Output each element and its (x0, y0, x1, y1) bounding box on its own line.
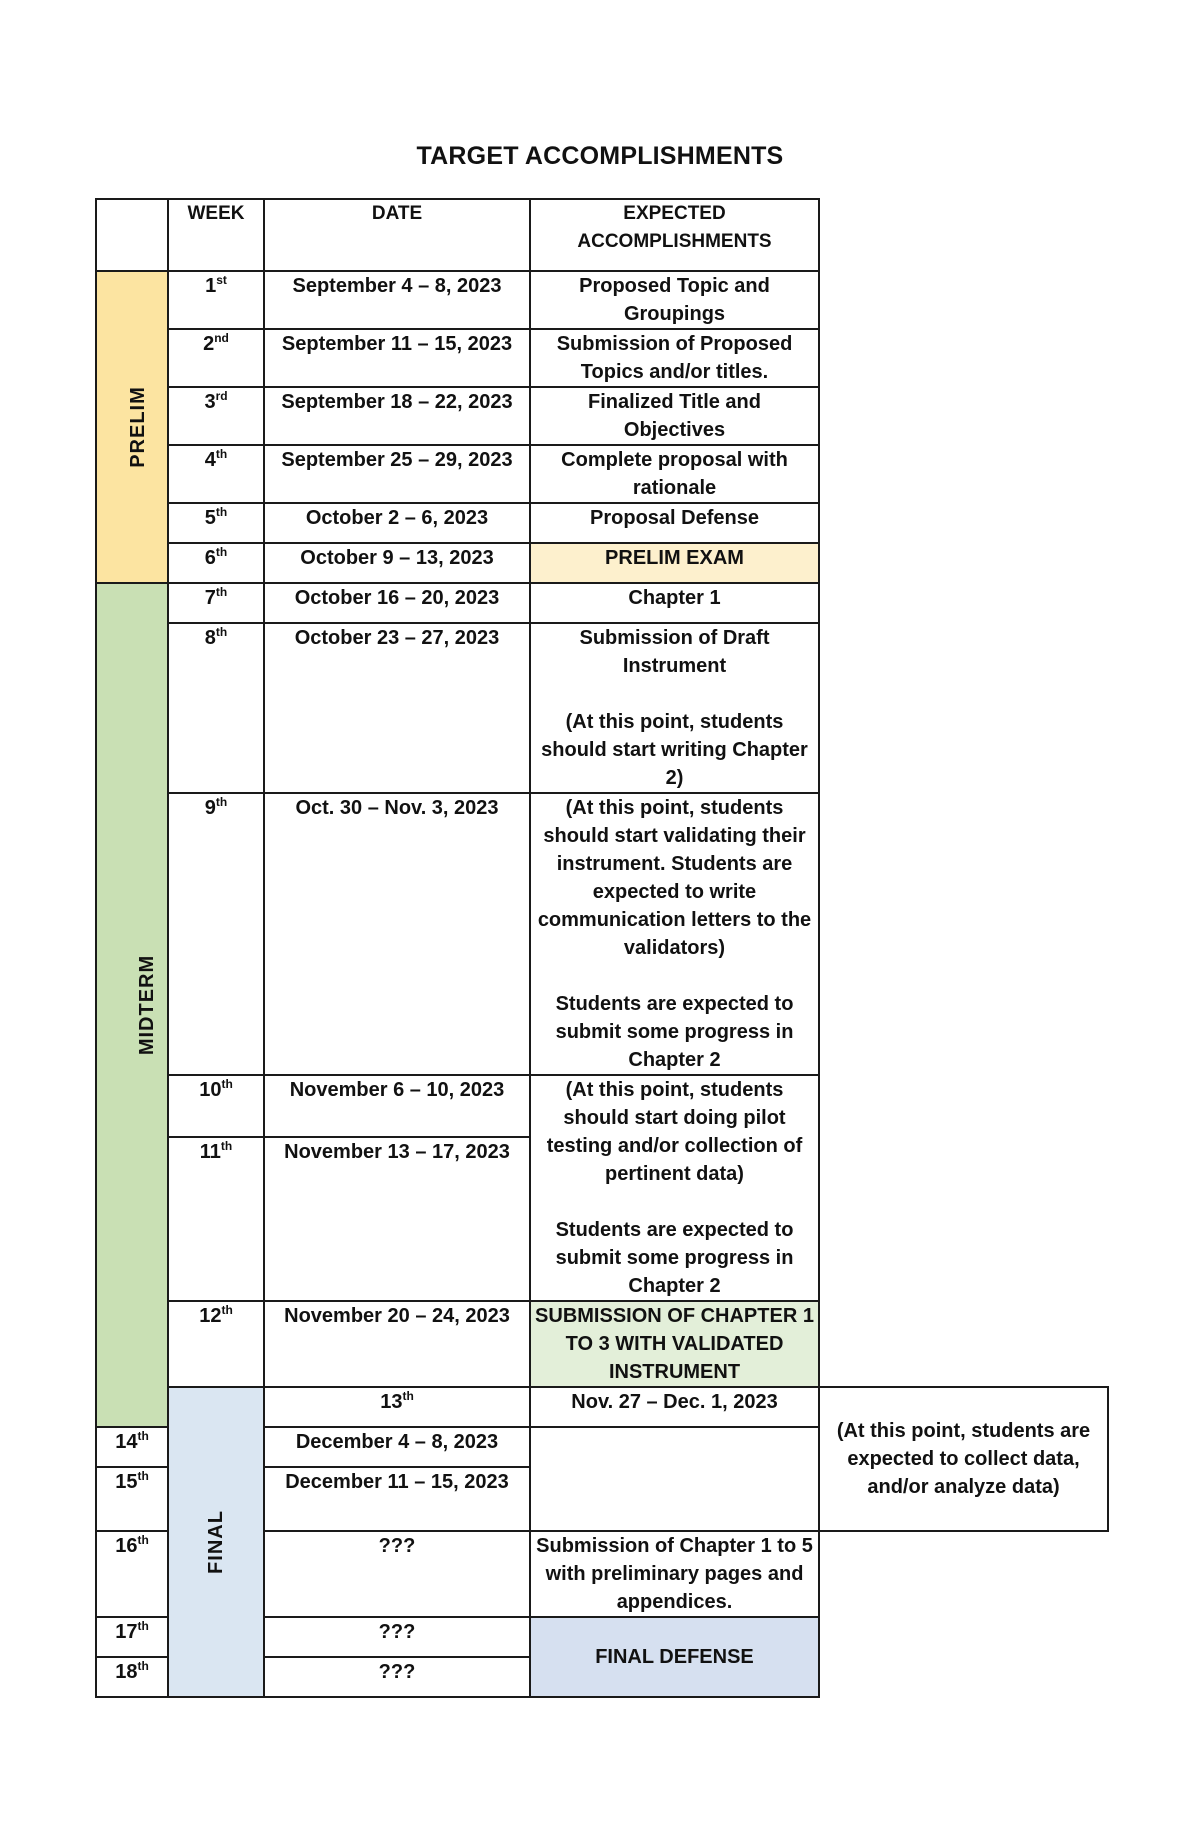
table-row (96, 1301, 1108, 1387)
term-final: FINAL (168, 1387, 264, 1697)
date-cell: November 20 – 24, 2023 (264, 1301, 530, 1387)
week-cell: 7th (168, 583, 264, 623)
final-defense-cell: FINAL DEFENSE (530, 1617, 819, 1697)
table-row (96, 1387, 1108, 1427)
week-cell: 6th (168, 543, 264, 583)
term-header-cell (96, 199, 168, 271)
week-cell: 13th (264, 1387, 530, 1427)
date-cell: September 18 – 22, 2023 (264, 387, 530, 445)
week-cell: 16th (96, 1531, 168, 1617)
week-cell: 11th (168, 1137, 264, 1301)
accomplishments-header: EXPECTED ACCOMPLISHMENTS (530, 199, 819, 271)
term-midterm: MIDTERM (96, 583, 168, 1427)
date-cell: November 6 – 10, 2023 (264, 1075, 530, 1137)
header-row (96, 199, 1108, 271)
week-cell: 14th (96, 1427, 168, 1467)
week-cell: 5th (168, 503, 264, 543)
week-cell: 1st (168, 271, 264, 329)
accomplishment-cell: Finalized Title and Objectives (530, 387, 819, 445)
table-row (96, 793, 1108, 1075)
accomplishment-cell: Proposal Defense (530, 503, 819, 543)
date-cell: September 4 – 8, 2023 (264, 271, 530, 329)
date-cell: November 13 – 17, 2023 (264, 1137, 530, 1301)
accomplishment-cell: Proposed Topic and Groupings (530, 271, 819, 329)
week-cell: 4th (168, 445, 264, 503)
week-cell: 10th (168, 1075, 264, 1137)
date-cell: Nov. 27 – Dec. 1, 2023 (530, 1387, 819, 1427)
table-row (96, 623, 1108, 793)
week-cell: 17th (96, 1617, 168, 1657)
date-cell: ??? (264, 1531, 530, 1617)
accomplishment-cell: Submission of Proposed Topics and/or titles. (530, 329, 819, 387)
week-cell: 9th (168, 793, 264, 1075)
submission-cell: SUBMISSION OF CHAPTER 1 TO 3 WITH VALIDATED INSTRUMENT (530, 1301, 819, 1387)
schedule-table (95, 198, 1109, 1698)
accomplishment-cell: Chapter 1 (530, 583, 819, 623)
accomplishment-cell: (At this point, students are expected to collect data, and/or analyze data) (819, 1387, 1108, 1531)
table-row (96, 271, 1108, 329)
table-row (96, 543, 1108, 583)
week-cell: 2nd (168, 329, 264, 387)
term-prelim: PRELIM (96, 271, 168, 583)
table-row (96, 445, 1108, 503)
accomplishment-cell: Submission of Chapter 1 to 5 with preliminary pages and appendices. (530, 1531, 819, 1617)
date-cell: October 9 – 13, 2023 (264, 543, 530, 583)
week-cell: 15th (96, 1467, 168, 1531)
date-cell: September 11 – 15, 2023 (264, 329, 530, 387)
table-row (96, 503, 1108, 543)
page-title: TARGET ACCOMPLISHMENTS (416, 142, 784, 170)
week-cell: 3rd (168, 387, 264, 445)
date-cell: October 23 – 27, 2023 (264, 623, 530, 793)
accomplishment-cell: Complete proposal with rationale (530, 445, 819, 503)
date-cell: October 2 – 6, 2023 (264, 503, 530, 543)
week-header: WEEK (168, 199, 264, 271)
date-header: DATE (264, 199, 530, 271)
date-cell: December 4 – 8, 2023 (264, 1427, 530, 1467)
date-cell: ??? (264, 1617, 530, 1657)
week-cell: 8th (168, 623, 264, 793)
table-row (96, 583, 1108, 623)
table-row (96, 329, 1108, 387)
accomplishment-cell: (At this point, students should start validating their instrument. Students are expected to write communication letters to the validators) Students are expected to submit some progress in Chapter 2 (530, 793, 819, 1075)
table-row (96, 387, 1108, 445)
date-cell: Oct. 30 – Nov. 3, 2023 (264, 793, 530, 1075)
table-row (96, 1075, 1108, 1137)
accomplishment-cell: Submission of Draft Instrument (At this point, students should start writing Chapter 2) (530, 623, 819, 793)
date-cell: December 11 – 15, 2023 (264, 1467, 530, 1531)
week-cell: 18th (96, 1657, 168, 1697)
date-cell: ??? (264, 1657, 530, 1697)
accomplishment-cell: (At this point, students should start doing pilot testing and/or collection of pertinent data) Students are expected to submit some progress in Chapter 2 (530, 1075, 819, 1301)
date-cell: October 16 – 20, 2023 (264, 583, 530, 623)
date-cell: September 25 – 29, 2023 (264, 445, 530, 503)
week-cell: 12th (168, 1301, 264, 1387)
prelim-exam-cell: PRELIM EXAM (530, 543, 819, 583)
